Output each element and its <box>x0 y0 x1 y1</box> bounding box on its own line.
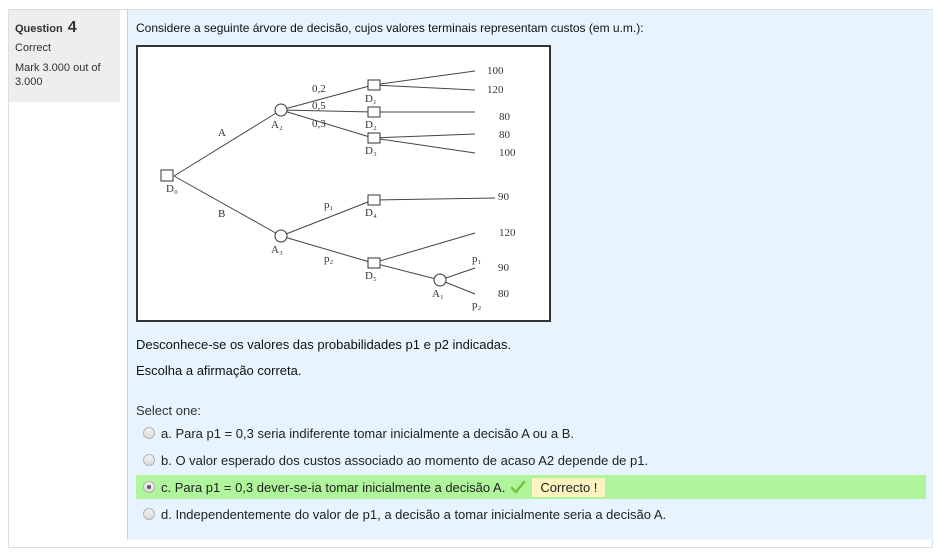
label-d3: D₃ <box>365 145 377 157</box>
branch-line <box>174 176 281 236</box>
branch-line <box>281 85 373 110</box>
question-state: Correct <box>15 42 52 54</box>
chance-node-a3 <box>275 230 287 242</box>
decision-tree-figure <box>136 45 551 322</box>
branch-line <box>281 110 373 112</box>
branch-label-a: A <box>218 127 226 139</box>
select-one-prompt: Select one: <box>136 403 202 418</box>
terminal-value: 90 <box>498 262 509 274</box>
branch-line <box>373 233 475 263</box>
question-info <box>9 10 120 102</box>
label-d1: D₁ <box>365 93 377 105</box>
decision-node-d1 <box>368 80 380 90</box>
label-d0: D₀ <box>166 183 178 195</box>
checkmark-icon <box>510 479 526 495</box>
branch-line <box>373 198 495 200</box>
answer-label[interactable]: d. Independentemente do valor de p1, a decisão a tomar inicialmente seria a decisão A. <box>161 506 667 522</box>
decision-tree-svg <box>138 47 549 320</box>
branch-label-02: 0,2 <box>312 83 326 95</box>
terminal-value: 100 <box>499 147 516 159</box>
label-d2: D₂ <box>365 119 377 131</box>
terminal-value: 90 <box>498 191 509 203</box>
question-paragraph-2: Escolha a afirmação correta. <box>136 363 302 378</box>
question-label: Question <box>15 23 63 35</box>
answer-label[interactable]: b. O valor esperado dos custos associado ao momento de acaso A2 depende de p1. <box>161 452 649 468</box>
radio-button[interactable] <box>143 454 155 466</box>
branch-label-p2-upper: p₂ <box>324 253 334 265</box>
tree-node-labels <box>166 93 444 300</box>
chance-node-a1 <box>434 274 446 286</box>
branch-line <box>174 110 281 176</box>
question-card <box>8 9 933 548</box>
answer-label[interactable]: a. Para p1 = 0,3 seria indiferente tomar inicialmente a decisão A ou a B. <box>161 425 574 441</box>
branch-line <box>373 134 475 138</box>
question-intro: Considere a seguinte árvore de decisão, cujos valores terminais representam custos (em u.m.): <box>136 21 644 35</box>
radio-button[interactable] <box>143 427 155 439</box>
tree-branches <box>174 71 495 294</box>
terminal-value: 80 <box>498 288 509 300</box>
answer-option-c[interactable] <box>136 475 926 499</box>
decision-node-d5 <box>368 258 380 268</box>
decision-node-d4 <box>368 195 380 205</box>
terminal-value: 120 <box>499 227 516 239</box>
branch-line <box>373 85 475 90</box>
tree-terminal-values <box>487 65 516 300</box>
label-d4: D₄ <box>365 207 377 219</box>
branch-line <box>281 110 373 138</box>
answer-option-b[interactable] <box>136 448 926 472</box>
chance-node-a2 <box>275 104 287 116</box>
question-paragraph-1: Desconhece-se os valores das probabilidades p1 e p2 indicadas. <box>136 337 512 352</box>
feedback-badge: Correcto ! <box>532 478 605 497</box>
answer-option-d[interactable] <box>136 502 926 526</box>
label-a1: A₁ <box>432 288 444 300</box>
radio-button-selected[interactable] <box>143 481 155 493</box>
decision-node-d3 <box>368 133 380 143</box>
branch-line <box>373 263 440 280</box>
question-number <box>15 19 114 37</box>
radio-button[interactable] <box>143 508 155 520</box>
terminal-value: 100 <box>487 65 504 77</box>
answer-option-a[interactable] <box>136 421 926 445</box>
question-content <box>127 10 933 540</box>
label-a2: A₂ <box>271 119 283 131</box>
terminal-value: 80 <box>499 111 510 123</box>
branch-line <box>373 71 475 85</box>
decision-node-d2 <box>368 107 380 117</box>
branch-label-03: 0,3 <box>312 118 326 130</box>
branch-label-p1-lower: p₁ <box>472 253 482 265</box>
answer-label[interactable]: c. Para p1 = 0,3 dever-se-ia tomar inicialmente a decisão A. <box>161 479 506 495</box>
branch-label-p2-lower: p₂ <box>472 299 482 311</box>
terminal-value: 120 <box>487 84 504 96</box>
label-a3: A₃ <box>271 244 283 256</box>
branch-label-p1-upper: p₁ <box>324 199 334 211</box>
branch-label-05: 0,5 <box>312 100 326 112</box>
question-number-value: 4 <box>67 19 77 36</box>
question-grade: Mark 3.000 out of 3.000 <box>15 62 101 88</box>
label-d5: D₅ <box>365 270 377 282</box>
branch-label-b: B <box>218 208 226 220</box>
branch-line <box>373 138 475 153</box>
terminal-value: 80 <box>499 129 510 141</box>
decision-node-d0 <box>161 170 173 181</box>
